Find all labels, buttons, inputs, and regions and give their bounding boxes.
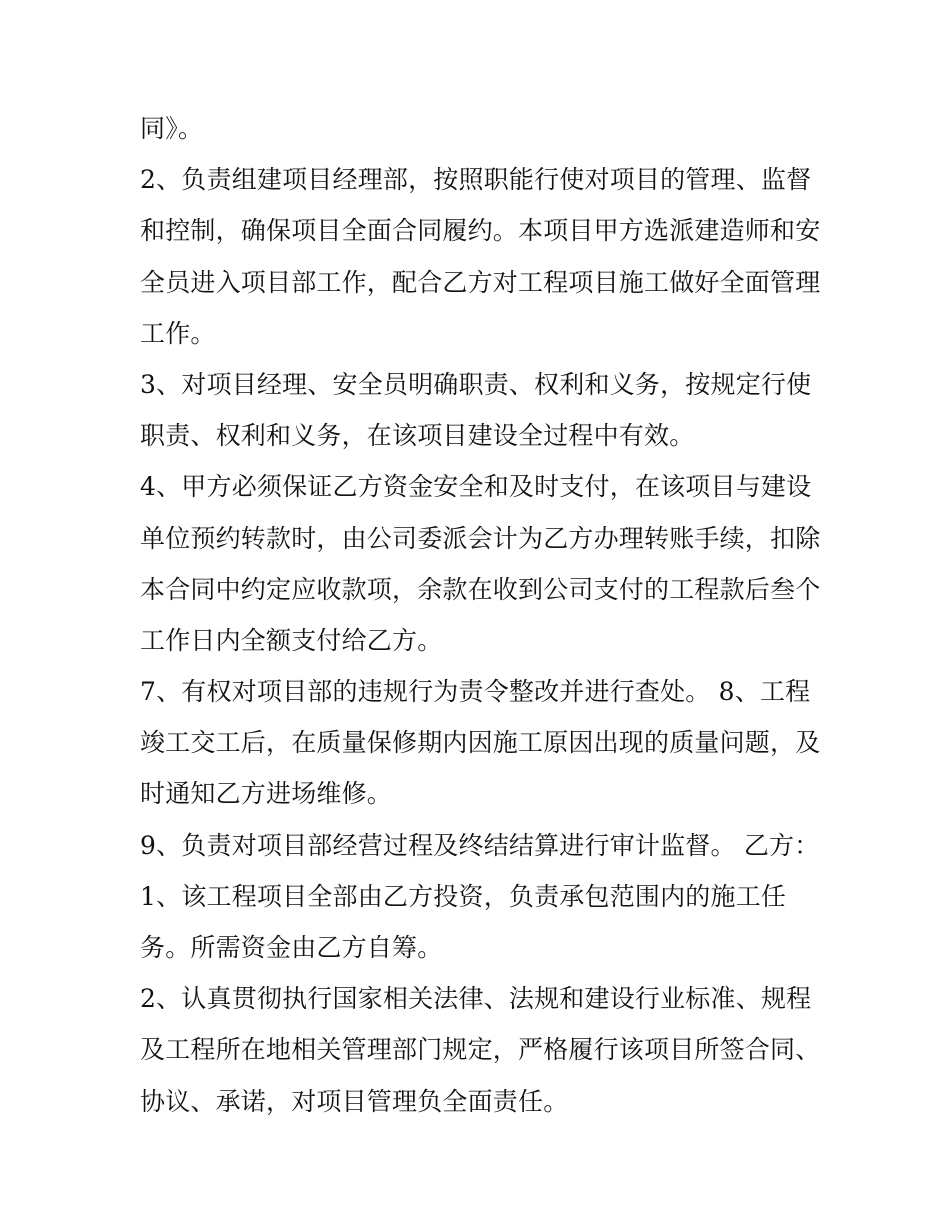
text-line-12: 7、有权对项目部的违规行为责令整改并进行查处。 8、工程 <box>140 677 811 707</box>
text-line-6: 3、对项目经理、安全员明确职责、权利和义务，按规定行使 <box>140 369 812 399</box>
text-line-11: 工作日内全额支付给乙方。 <box>140 625 443 655</box>
text-line-19: 及工程所在地相关管理部门规定，严格履行该项目所签合同、 <box>140 1035 821 1065</box>
text-line-2: 2、负责组建项目经理部，按照职能行使对项目的管理、监督 <box>140 165 812 195</box>
text-line-14: 时通知乙方进场维修。 <box>140 779 393 809</box>
text-line-4: 全员进入项目部工作，配合乙方对工程项目施工做好全面管理 <box>140 267 821 297</box>
text-line-20: 协议、承诺，对项目管理负全面责任。 <box>140 1086 569 1116</box>
text-line-13: 竣工交工后，在质量保修期内因施工原因出现的质量问题，及 <box>140 728 821 758</box>
text-line-10: 本合同中约定应收款项，余款在收到公司支付的工程款后叁个 <box>140 574 821 604</box>
text-line-18: 2、认真贯彻执行国家相关法律、法规和建设行业标准、规程 <box>140 984 812 1014</box>
text-line-7: 职责、权利和义务，在该项目建设全过程中有效。 <box>140 421 695 451</box>
text-line-9: 单位预约转款时，由公司委派会计为乙方办理转账手续，扣除 <box>140 523 821 553</box>
text-line-8: 4、甲方必须保证乙方资金安全和及时支付，在该项目与建设 <box>140 472 812 502</box>
text-line-15: 9、负责对项目部经营过程及终结结算进行审计监督。 乙方： <box>140 830 820 860</box>
text-line-17: 务。所需资金由乙方自筹。 <box>140 933 443 962</box>
text-line-16: 1、该工程项目全部由乙方投资，负责承包范围内的施工任 <box>140 881 787 911</box>
text-line-1: 同》。 <box>140 114 204 143</box>
document-body <box>140 108 820 1132</box>
text-line-3: 和控制，确保项目全面合同履约。本项目甲方选派建造师和安 <box>140 216 821 246</box>
text-line-5: 工作。 <box>140 318 216 348</box>
